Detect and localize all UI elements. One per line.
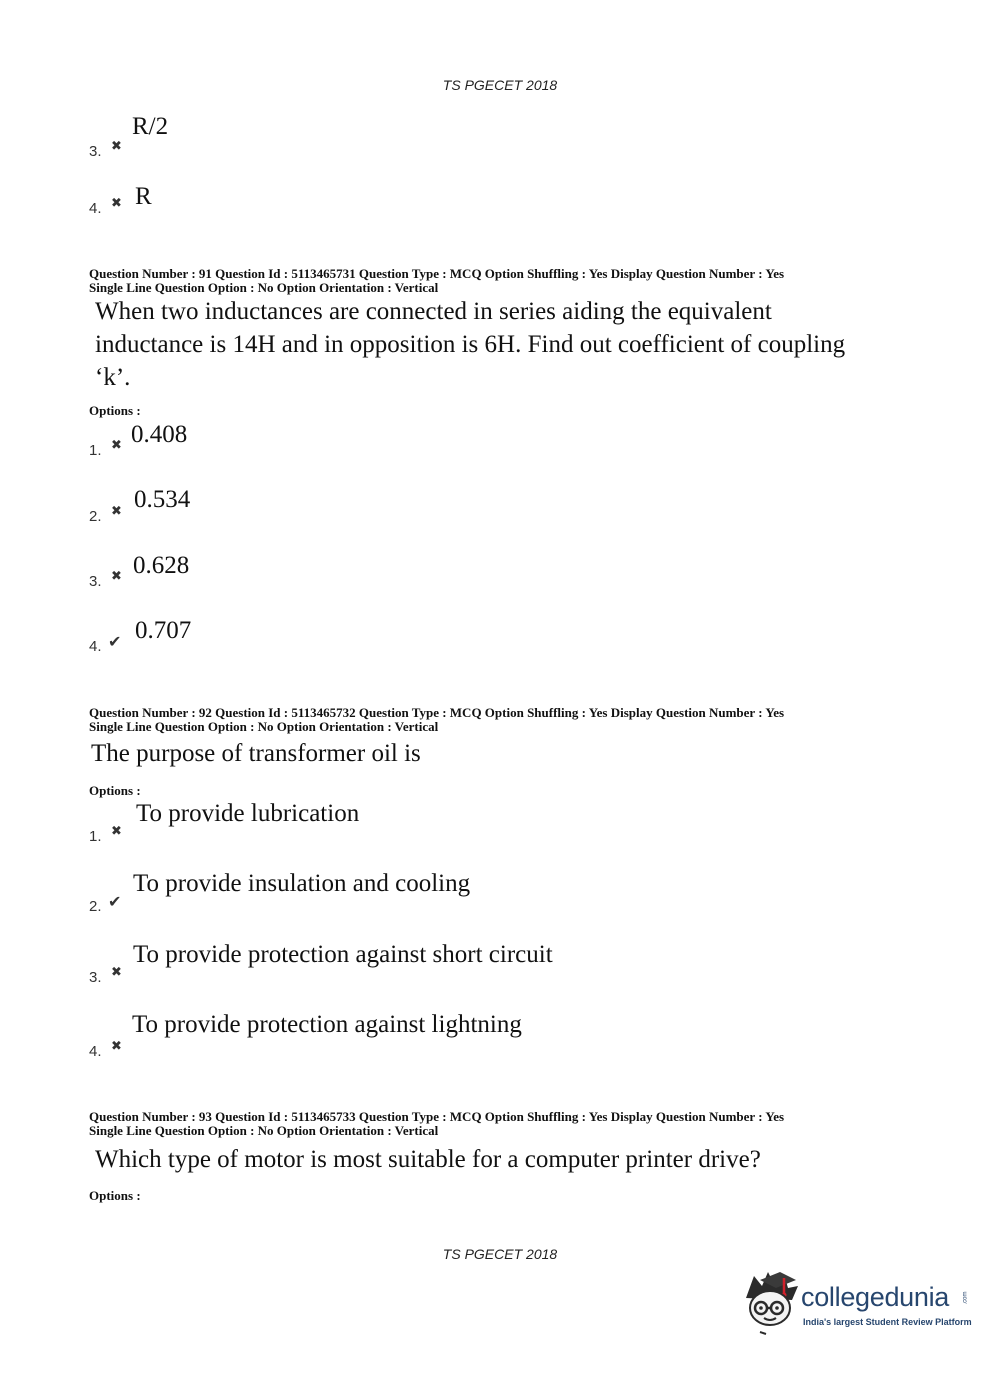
option-number: 4.	[89, 1043, 102, 1060]
question-text: Which type of motor is most suitable for a computer printer drive?	[95, 1146, 761, 1173]
question-meta: Question Number : 93 Question Id : 5113465733 Question Type : MCQ Option Shuffling : Yes Display Question Number : Yes Single Line Question Option : No Option Orientation : Vertical	[89, 1109, 785, 1138]
option-text: 0.707	[135, 617, 192, 644]
logo-mascot-icon	[740, 1268, 802, 1338]
options-label: Options :	[89, 1188, 141, 1203]
options-label: Options :	[89, 783, 141, 798]
cross-mark-icon: ✖	[111, 504, 122, 519]
option-text: R	[135, 183, 152, 210]
option-number: 3.	[89, 143, 102, 160]
option-text: To provide protection against short circuit	[133, 941, 553, 968]
logo-suffix: .com	[962, 1291, 969, 1305]
cross-mark-icon: ✖	[111, 569, 122, 584]
question-text: When two inductances are connected in series aiding the equivalent inductance is 14H and in opposition is 6H. Find out coefficient of coupling ‘k’.	[95, 298, 846, 391]
option-text: 0.534	[134, 486, 191, 513]
cross-mark-icon: ✖	[111, 824, 122, 839]
page-footer: TS PGECET 2018	[442, 1246, 558, 1262]
tick-mark-icon: ✔	[108, 892, 122, 911]
option-text: 0.408	[131, 421, 188, 448]
option-number: 1.	[89, 442, 102, 459]
option-text: To provide insulation and cooling	[133, 870, 471, 897]
page-header: TS PGECET 2018	[442, 77, 558, 93]
option-number: 3.	[89, 969, 102, 986]
logo-tagline: India's largest Student Review Platform	[803, 1317, 972, 1327]
question-meta: Question Number : 92 Question Id : 5113465732 Question Type : MCQ Option Shuffling : Yes Display Question Number : Yes Single Line Question Option : No Option Orientation : Vertical	[89, 705, 785, 734]
tick-mark-icon: ✔	[108, 632, 122, 651]
question-text: The purpose of transformer oil is	[91, 740, 421, 767]
logo-brand: collegedunia	[801, 1282, 950, 1312]
option-number: 2.	[89, 898, 102, 915]
option-number: 4.	[89, 638, 102, 655]
option-text: 0.628	[133, 552, 190, 579]
option-text: R/2	[132, 113, 169, 140]
option-number: 4.	[89, 200, 102, 217]
option-number: 2.	[89, 508, 102, 525]
cross-mark-icon: ✖	[111, 965, 122, 980]
cross-mark-icon: ✖	[111, 438, 122, 453]
option-text: To provide protection against lightning	[132, 1011, 522, 1038]
cross-mark-icon: ✖	[111, 1039, 122, 1054]
cross-mark-icon: ✖	[111, 196, 122, 211]
option-text: To provide lubrication	[136, 800, 360, 827]
cross-mark-icon: ✖	[111, 139, 122, 154]
options-label: Options :	[89, 403, 141, 418]
option-number: 1.	[89, 828, 102, 845]
option-number: 3.	[89, 573, 102, 590]
collegedunia-logo	[740, 1268, 970, 1338]
question-meta: Question Number : 91 Question Id : 5113465731 Question Type : MCQ Option Shuffling : Yes Display Question Number : Yes Single Line Question Option : No Option Orientation : Vertical	[89, 266, 785, 295]
